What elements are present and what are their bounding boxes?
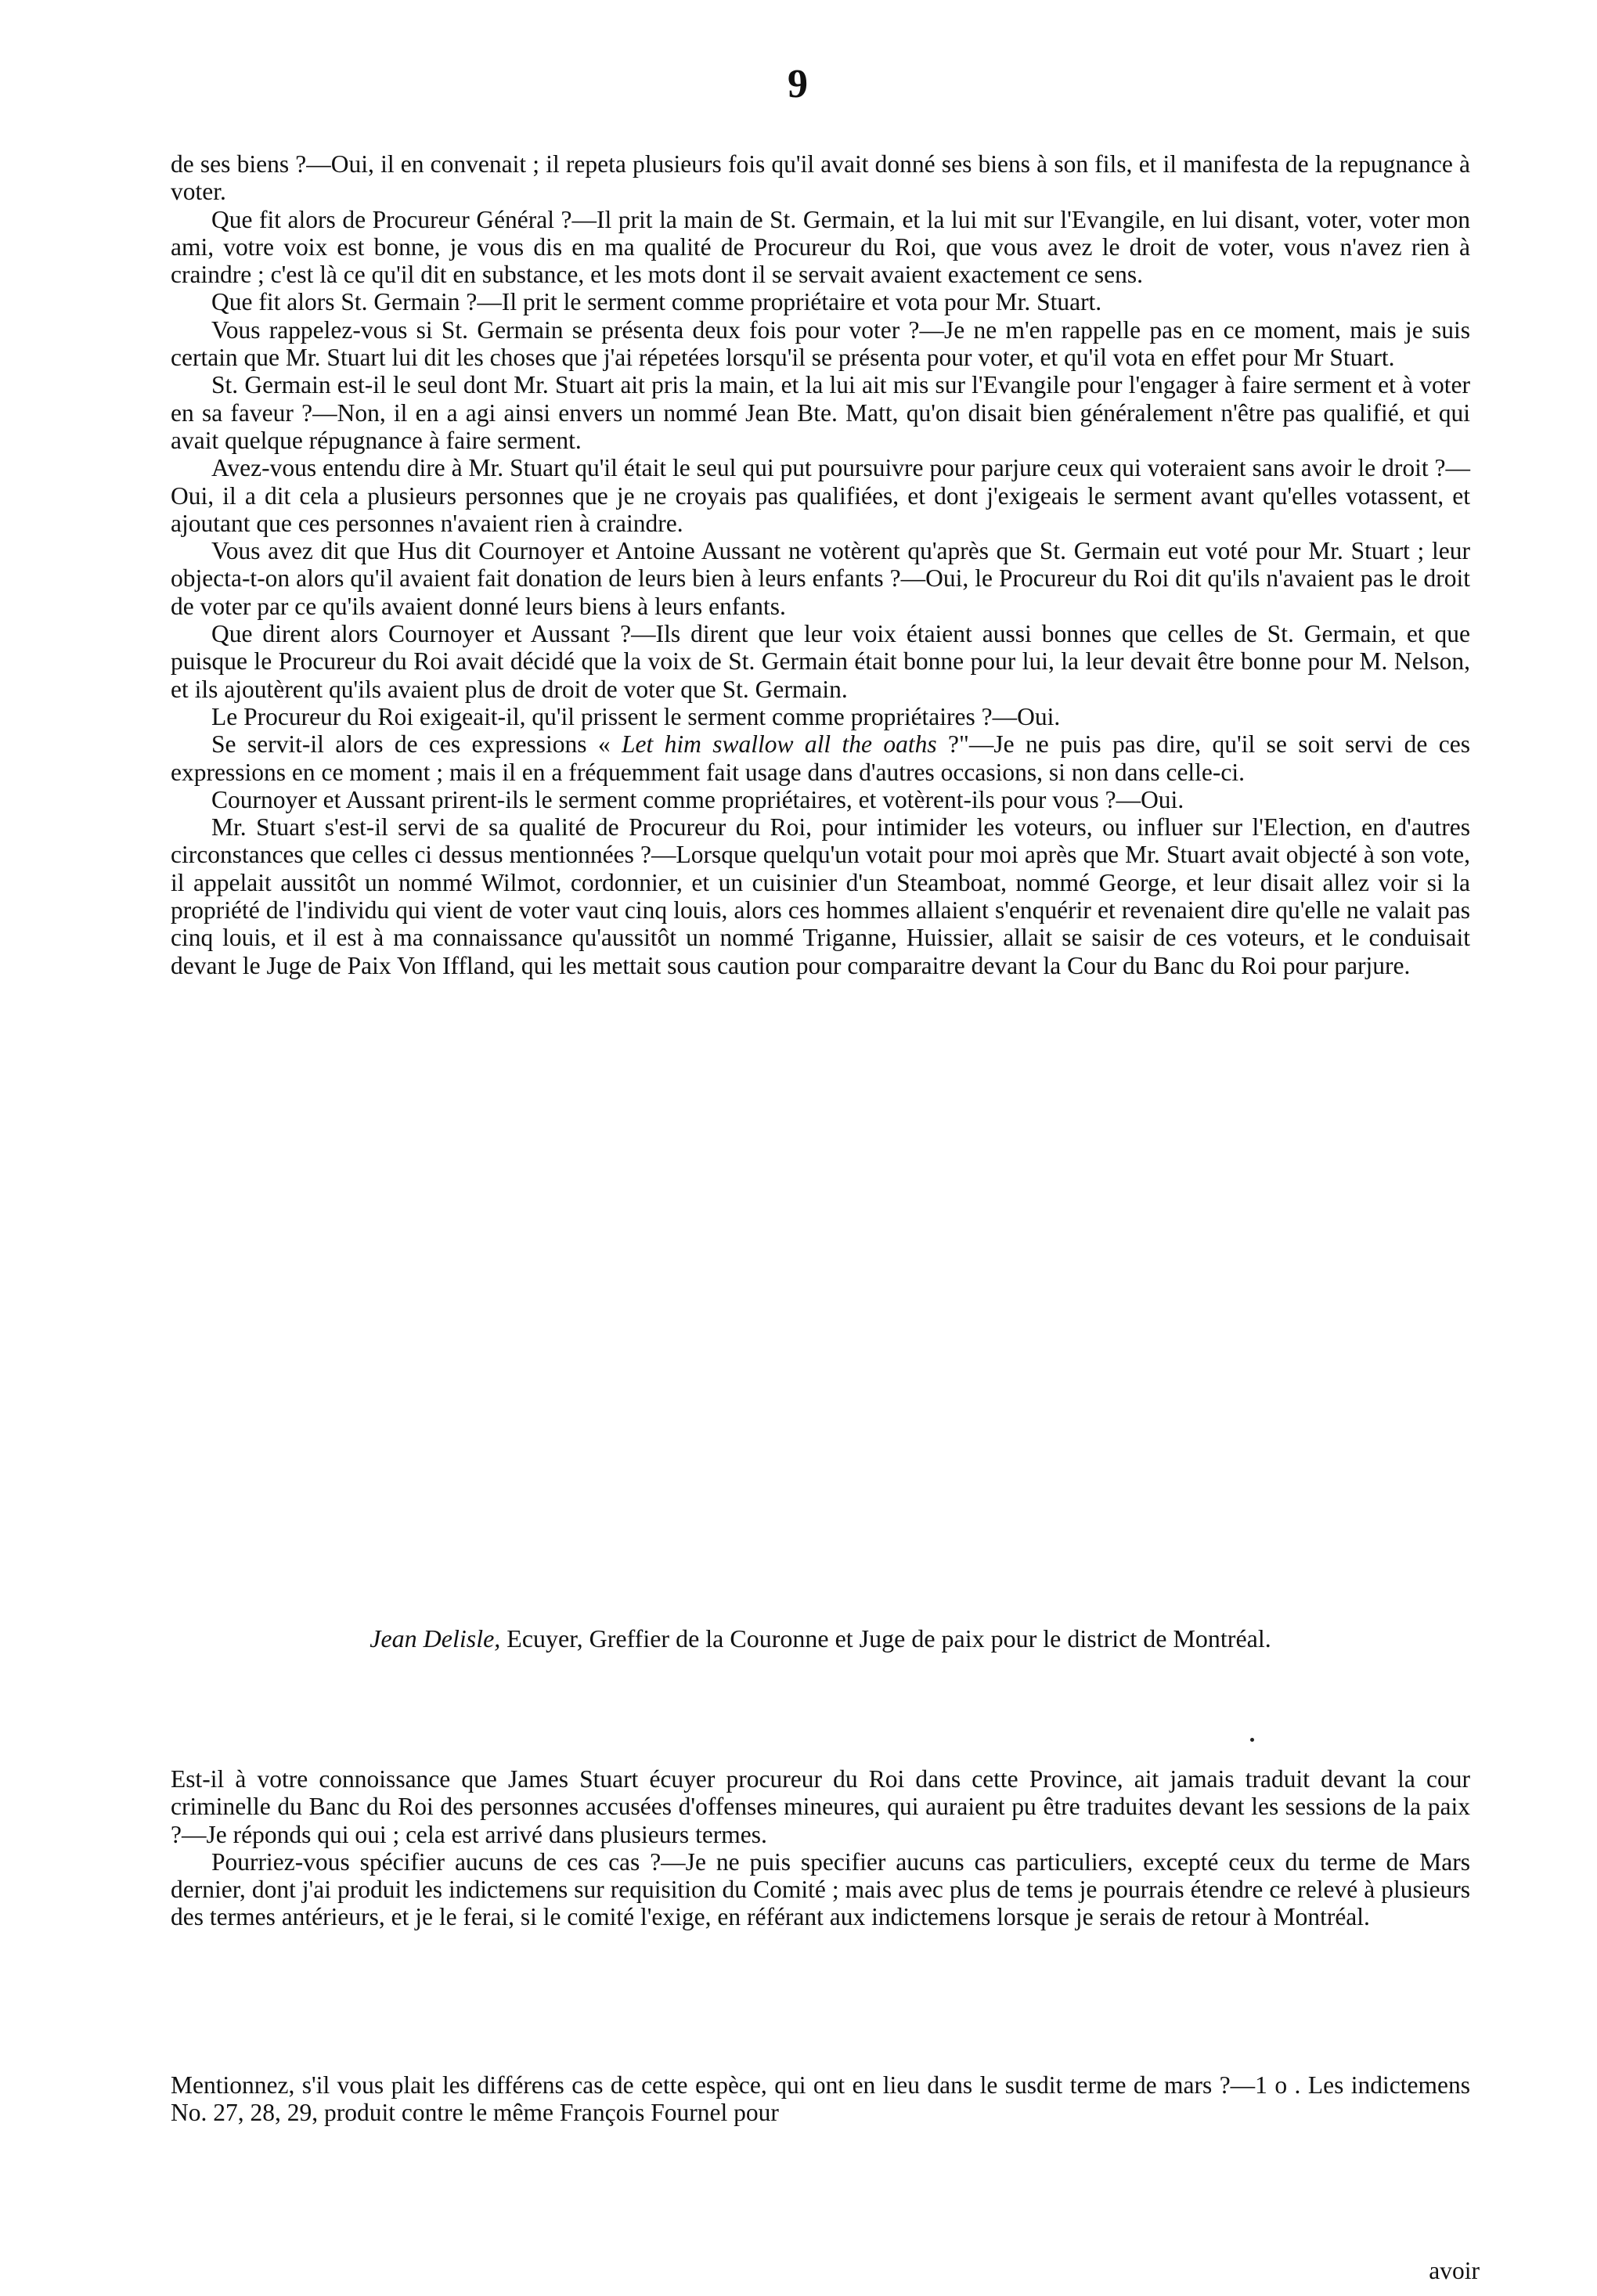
paragraph: Cournoyer et Aussant prirent-ils le serment comme propriétaires, et votèrent-ils pour vous ?—Oui. xyxy=(211,785,1184,813)
quote-trail-text: ?"—Je ne puis pas dire, qu'il se soit servi de ces expressions en ce moment ; mais il en a fréquemment fait usage dans d'autres occasions, si non dans celle-ci. xyxy=(171,730,1471,786)
paragraph: Avez-vous entendu dire à Mr. Stuart qu'il était le seul qui put poursuivre pour parjure ceux qui voteraient sans avoir le droit ?—Oui, il a dit cela a plusieurs personnes que je ne croyais pas qualifiées, et dont j'exigeais le serment avant qu'elles votassent, et ajoutant que ces personnes n'avaient rien à craindre. xyxy=(171,454,1470,537)
paragraph: Que fit alors de Procureur Général ?—Il prit la main de St. Germain, et la lui mit sur l'Evangile, en lui disant, voter, voter mon ami, votre voix est bonne, je vous dis en ma qualité de Procureur du Roi, que vous avez le droit de voter, vous n'avez rien à craindre ; c'est là ce qu'il dit en substance, et les mots dont il se servait avaient exactement ce sens. xyxy=(171,205,1470,289)
witness-title: Ecuyer, Greffier de la Couronne et Juge de paix pour le district de Montréal. xyxy=(500,1624,1271,1653)
quote-lead-text: Se servit-il alors de ces expressions « xyxy=(211,730,622,759)
witness-name: Jean Delisle, xyxy=(370,1624,501,1653)
paragraph: Pourriez-vous spécifier aucuns de ces cas ?—Je ne puis specifier aucuns cas particuliers, excepté ceux du terme de Mars dernier, dont j'ai produit les indictemens sur requisition du Comité ; mais avec plus de tems je pourrais étendre ce relevé à plusieurs des termes antérieurs, et je le ferai, si le comité l'exige, en référant aux indictemens lorsque je serais de retour à Montréal. xyxy=(171,1847,1470,1931)
paragraph: Que fit alors St. Germain ?—Il prit le serment comme propriétaire et vota pour Mr. Stuart. xyxy=(211,288,1102,316)
testimony-part-two xyxy=(171,1765,1470,1931)
paragraph: Que dirent alors Cournoyer et Aussant ?—Ils dirent que leur voix étaient aussi bonnes que celles de St. Germain, et que puisque le Procureur du Roi avait décidé que la voix de St. Germain était bonne pour lui, la leur devait être bonne pour M. Nelson, et ils ajoutèrent qu'ils avaient plus de droit de voter que St. Germain. xyxy=(171,620,1470,703)
quote-paragraph xyxy=(171,730,1470,786)
paragraph: St. Germain est-il le seul dont Mr. Stuart ait pris la main, et la lui ait mis sur l'Evangile pour l'engager à faire serment et à voter en sa faveur ?—Non, il en a agi ainsi envers un nommé Jean Bte. Matt, qu'on disait bien généralement n'être pas qualifié, et qui avait quelque répugnance à faire serment. xyxy=(171,371,1470,454)
paragraph: Le Procureur du Roi exigeait-il, qu'il prissent le serment comme propriétaires ?—Oui. xyxy=(211,702,1061,730)
catchword: avoir xyxy=(1429,2257,1480,2284)
quoted-expression: Let him swallow all the oaths xyxy=(622,730,937,759)
print-speck xyxy=(1250,1738,1254,1742)
paragraph: de ses biens ?—Oui, il en convenait ; il repeta plusieurs fois qu'il avait donné ses biens à son fils, et il manifesta de la repugnance à voter. xyxy=(171,150,1470,206)
paragraph: Est-il à votre connoissance que James Stuart écuyer procureur du Roi dans cette Province, ait jamais traduit devant la cour criminelle du Banc du Roi des personnes accusées d'offenses mineures, qui auraient pu être traduites devant les sessions de la paix ?—Je réponds qui oui ; cela est arrivé dans plusieurs termes. xyxy=(171,1765,1470,1848)
witness-heading xyxy=(171,1624,1470,1653)
paragraph: Mentionnez, s'il vous plait les différens cas de cette espèce, qui ont en lieu dans le susdit terme de mars ?—1 o . Les indictemens No. 27, 28, 29, produit contre le même François Fournel pour xyxy=(171,2071,1470,2127)
testimony-part-three xyxy=(171,2071,1470,2127)
page-number: 9 xyxy=(788,62,809,106)
paragraph: Vous rappelez-vous si St. Germain se présenta deux fois pour voter ?—Je ne m'en rappelle pas en ce moment, mais je suis certain que Mr. Stuart lui dit les choses que j'ai répetées lorsqu'il se présenta pour voter, et qu'il vota en effet pour Mr Stuart. xyxy=(171,315,1470,372)
testimony-part-one xyxy=(171,150,1470,979)
paragraph: Vous avez dit que Hus dit Cournoyer et Antoine Aussant ne votèrent qu'après que St. Germain eut voté pour Mr. Stuart ; leur objecta-t-on alors qu'il avaient fait donation de leurs bien à leurs enfants ?—Oui, le Procureur du Roi dit qu'ils n'avaient pas le droit de voter par ce qu'ils avaient donné leurs biens à leurs enfants. xyxy=(171,537,1470,620)
paragraph: Mr. Stuart s'est-il servi de sa qualité de Procureur du Roi, pour intimider les voteurs, ou influer sur l'Election, en d'autres circonstances que celles ci dessus mentionnées ?—Lorsque quelqu'un votait pour moi après que Mr. Stuart avait objecté à son vote, il appelait aussitôt un nommé Wilmot, cordonnier, et un cuisinier d'un Steamboat, nommé George, et leur disait allez voir si la propriété de l'individu qui vient de voter vaut cinq louis, alors ces hommes allaient s'enquérir et revenaient dire qu'elle ne valait pas cinq louis, et il est à ma connaissance qu'aussitôt un nommé Triganne, Huissier, allait se saisir de ces voteurs, et le conduisait devant le Juge de Paix Von Iffland, qui les mettait sous caution pour comparaitre devant la Cour du Banc du Roi pour parjure. xyxy=(171,813,1470,979)
